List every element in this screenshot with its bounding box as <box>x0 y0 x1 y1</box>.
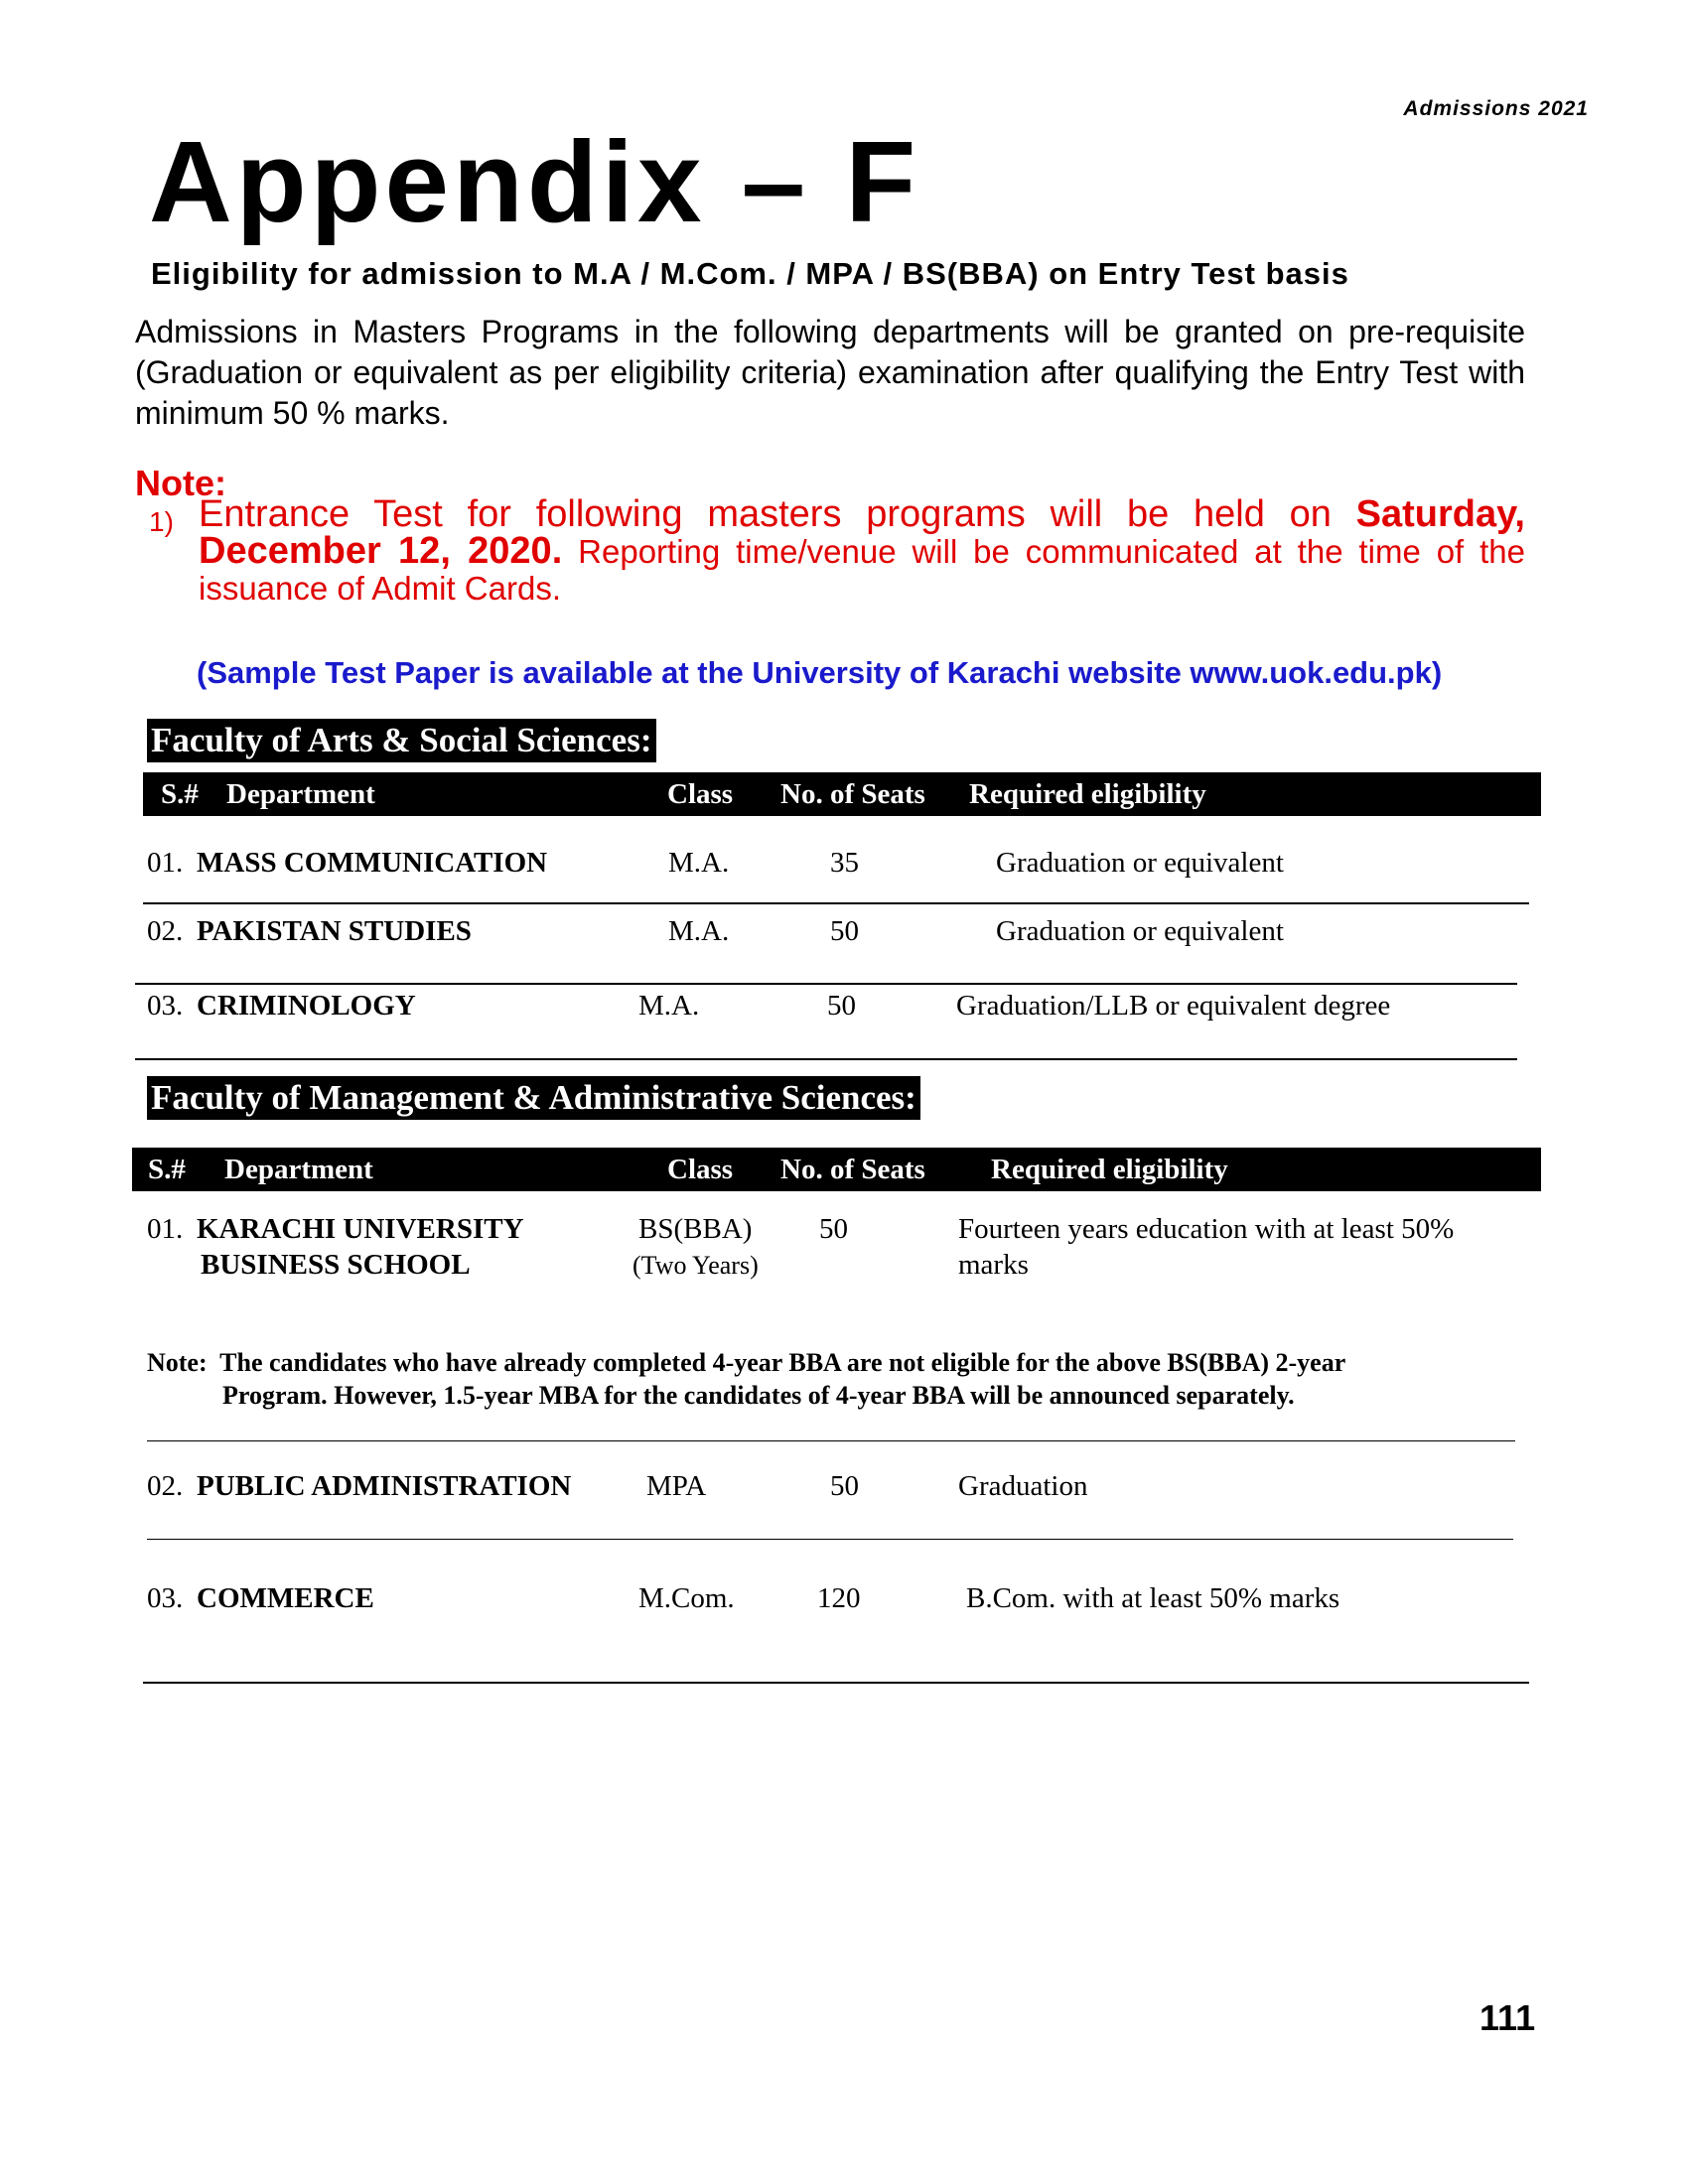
row-class-sub: (Two Years) <box>633 1251 759 1280</box>
running-head: Admissions 2021 <box>1403 97 1589 120</box>
faculty-arts-heading: Faculty of Arts & Social Sciences: <box>147 719 656 762</box>
table-row <box>147 915 1537 955</box>
bba-note <box>147 1346 1537 1412</box>
row-class: M.A. <box>668 915 730 947</box>
row-class: BS(BBA) <box>638 1213 753 1245</box>
row-sno: 02. <box>147 1470 184 1502</box>
col-seats: No. of Seats <box>780 1154 925 1185</box>
row-sno: 02. <box>147 915 184 947</box>
page-title: Appendix – F <box>149 117 920 246</box>
row-class: M.A. <box>668 847 730 879</box>
col-eligibility: Required eligibility <box>991 1154 1228 1185</box>
col-seats: No. of Seats <box>780 778 925 810</box>
row-seats: 50 <box>830 1470 859 1502</box>
table-row <box>147 847 1537 887</box>
note-item-number: 1) <box>149 506 174 537</box>
test-date: Saturday, December 12, 2020. <box>199 493 1525 572</box>
note-label: Note: <box>135 463 226 503</box>
row-eligibility: Graduation/LLB or equivalent degree <box>956 990 1391 1022</box>
row-seats: 50 <box>830 915 859 947</box>
row-class: M.A. <box>638 990 700 1022</box>
table-row <box>147 990 1537 1029</box>
col-eligibility: Required eligibility <box>969 778 1206 810</box>
sample-paper-notice: (Sample Test Paper is available at the University of Karachi website www.uok.edu.pk) <box>197 655 1443 690</box>
page-number: 111 <box>1479 1997 1536 2038</box>
management-table-header <box>132 1148 1541 1191</box>
row-eligibility: Graduation or equivalent <box>996 915 1284 947</box>
row-department: CRIMINOLOGY <box>197 990 416 1022</box>
intro-paragraph: Admissions in Masters Programs in the following departments will be granted on pre-requisite (Graduation or equivalent as per eligibility criteria) examination after qualifying the Entry Test with minimum 50 % marks. <box>135 314 1525 431</box>
bba-note-line1: The candidates who have already completed 4-year BBA are not eligible for the above BS(BBA) 2-year <box>219 1348 1346 1377</box>
col-sno: S.# <box>148 1154 186 1185</box>
col-department: Department <box>226 778 375 810</box>
row-divider <box>147 1440 1515 1441</box>
row-department: MASS COMMUNICATION <box>197 847 548 879</box>
page-subtitle: Eligibility for admission to M.A / M.Com. / MPA / BS(BBA) on Entry Test basis <box>151 256 1349 291</box>
row-class: MPA <box>646 1470 707 1502</box>
row-eligibility: B.Com. with at least 50% marks <box>966 1582 1340 1614</box>
row-seats: 50 <box>819 1213 848 1245</box>
col-department: Department <box>224 1154 373 1185</box>
row-sno: 03. <box>147 990 184 1022</box>
row-divider <box>147 1539 1513 1540</box>
row-department: PAKISTAN STUDIES <box>197 915 472 947</box>
faculty-management-heading: Faculty of Management & Administrative Sciences: <box>147 1076 920 1120</box>
row-eligibility-line2: marks <box>958 1249 1029 1281</box>
row-department-line2: BUSINESS SCHOOL <box>201 1249 471 1281</box>
arts-table-header <box>143 772 1541 816</box>
row-eligibility: Graduation <box>958 1470 1088 1502</box>
table-row <box>147 1582 1537 1622</box>
row-department: COMMERCE <box>197 1582 374 1614</box>
row-seats: 120 <box>817 1582 861 1614</box>
col-class: Class <box>667 1154 734 1185</box>
row-divider <box>135 983 1517 985</box>
row-department: KARACHI UNIVERSITY <box>197 1213 524 1245</box>
col-class: Class <box>667 778 734 810</box>
row-department: PUBLIC ADMINISTRATION <box>197 1470 572 1502</box>
row-divider <box>135 1058 1517 1060</box>
row-class: M.Com. <box>638 1582 735 1614</box>
row-eligibility: Graduation or equivalent <box>996 847 1284 879</box>
row-sno: 01. <box>147 1213 184 1245</box>
table-row <box>147 1470 1537 1510</box>
note-item-text <box>199 493 1525 607</box>
col-sno: S.# <box>161 778 199 810</box>
table-row <box>147 1213 1537 1293</box>
note-text-part2: Reporting time/venue will be communicated at the time of the issuance of Admit Cards. <box>199 533 1525 607</box>
bba-note-line2: Program. However, 1.5-year MBA for the candidates of 4-year BBA will be announced separately. <box>222 1381 1295 1410</box>
row-sno: 01. <box>147 847 184 879</box>
row-divider <box>143 902 1529 904</box>
row-seats: 35 <box>830 847 859 879</box>
row-eligibility: Fourteen years education with at least 50% <box>958 1213 1455 1245</box>
row-seats: 50 <box>827 990 856 1022</box>
row-sno: 03. <box>147 1582 184 1614</box>
bba-note-label: Note: <box>147 1348 208 1377</box>
note-text-part1: Entrance Test for following masters programs will be held on <box>199 493 1356 535</box>
row-divider <box>143 1682 1529 1684</box>
